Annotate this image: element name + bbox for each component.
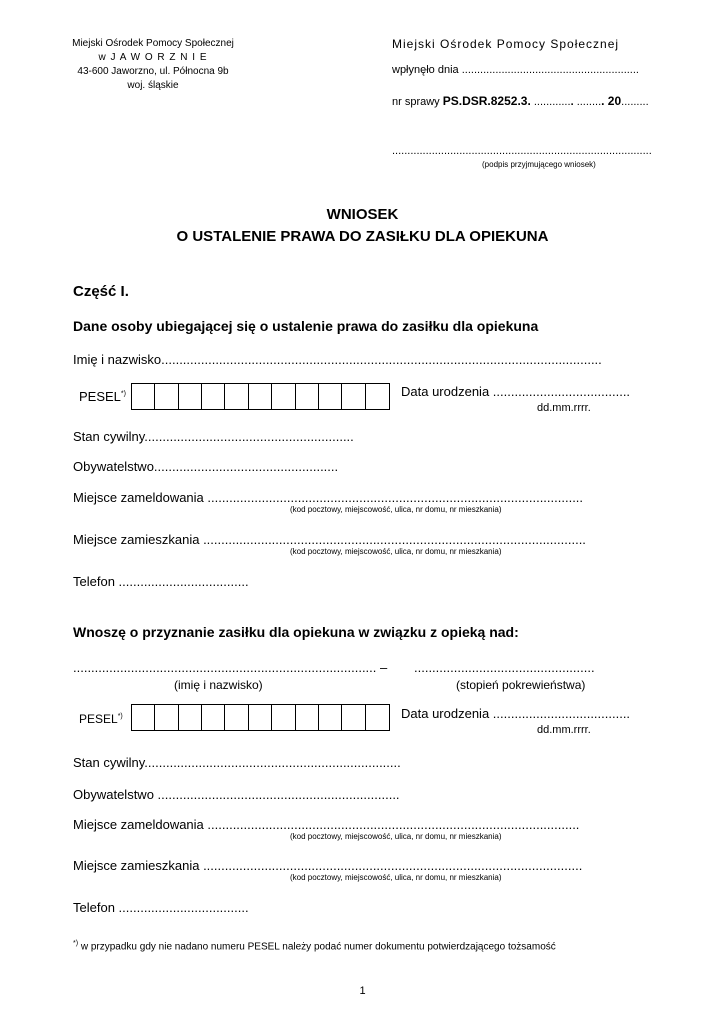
case-dots-1: ............ [533,96,571,108]
pesel-digit[interactable] [179,705,202,730]
dependent-civil-status-field[interactable] [73,755,401,770]
case-number-field[interactable] [392,94,649,108]
pesel-digit[interactable] [366,384,389,409]
dob-dots: ...................................... [492,384,631,399]
pesel-digit[interactable] [272,384,295,409]
received-dots: .......................................................... [461,64,639,76]
citizenship-label: Obywatelstwo [73,787,154,802]
footnote [73,940,556,952]
dependent-relation-field[interactable]: .................................................. [414,660,595,675]
institution-address: 43-600 Jaworzno, ul. Północna 9b [77,66,229,77]
citizenship-label: Obywatelstwo [73,459,154,474]
pesel-label-text: PESEL [79,389,121,404]
dob-label: Data urodzenia [401,706,490,721]
pesel-digit[interactable] [225,384,248,409]
section1-heading: Dane osoby ubiegającej się o ustalenie prawa do zasiłku dla opiekuna [73,318,539,334]
residence-dots: .......................................................................................................... [203,532,586,547]
signature-line[interactable]: ..................................................................................... [392,145,652,157]
dependent-pesel-input[interactable] [131,704,390,731]
dependent-name-field[interactable] [73,660,387,675]
institution-city: w J A W O R Z N I E [98,52,208,63]
dash: – [380,660,388,675]
registered-dots: ........................................................................................................ [207,490,584,505]
pesel-label-2 [79,712,123,726]
institution-name: Miejski Ośrodek Pomocy Społecznej [72,38,234,49]
phone-label: Telefon [73,574,115,589]
applicant-name-field[interactable] [73,352,602,367]
case-dot: . [570,96,574,108]
page-number: 1 [359,985,366,997]
office-title: Miejski Ośrodek Pomocy Społecznej [392,37,620,51]
pesel-digit[interactable] [132,705,155,730]
registered-dots: ....................................................................................................... [207,817,580,832]
civil-status-dots: ....................................................................... [144,755,401,770]
address-caption: (kod pocztowy, miejscowość, ulica, nr domu, nr mieszkania) [290,547,502,556]
dependent-phone-field[interactable] [73,900,249,915]
name-dots: .......................................................................................................................... [161,352,602,367]
applicant-civil-status-field[interactable] [73,429,354,444]
dob-label: Data urodzenia [401,384,490,399]
applicant-pesel-input[interactable] [131,383,390,410]
pesel-digit[interactable] [319,384,342,409]
applicant-citizenship-field[interactable] [73,459,338,474]
civil-status-label: Stan cywilny [73,429,145,444]
received-date-field[interactable] [392,64,639,76]
civil-status-dots: .......................................................... [144,429,354,444]
pesel-digit[interactable] [202,384,225,409]
footnote-marker: *) [73,940,79,947]
pesel-digit[interactable] [202,705,225,730]
footnote-text: w przypadku gdy nie nadano numeru PESEL należy podać numer dokumentu potwierdzającego tożsamość [80,941,556,953]
institution-region: woj. śląskie [127,80,179,91]
registered-label: Miejsce zameldowania [73,490,204,505]
signature-caption: (podpis przyjmującego wniosek) [482,160,596,169]
citizenship-dots: ................................................................... [157,787,400,802]
applicant-residence-address-field[interactable] [73,532,586,547]
document-title: WNIOSEK [326,206,399,223]
residence-label: Miejsce zamieszkania [73,532,200,547]
pesel-footnote-marker: *) [117,713,123,720]
residence-label: Miejsce zamieszkania [73,858,200,873]
pesel-digit[interactable] [366,705,389,730]
phone-dots: .................................... [118,900,249,915]
pesel-footnote-marker: *) [120,390,126,398]
pesel-digit[interactable] [272,705,295,730]
applicant-registered-address-field[interactable] [73,490,583,505]
dependent-citizenship-field[interactable] [73,787,400,802]
citizenship-dots: ................................................... [153,459,339,474]
pesel-digit[interactable] [296,705,319,730]
dob-dots: ...................................... [492,706,631,721]
name-caption: (imię i nazwisko) [174,678,263,692]
section2-heading: Wnoszę o przyznanie zasiłku dla opiekuna w związku z opieką nad: [73,624,519,640]
pesel-digit[interactable] [179,384,202,409]
pesel-digit[interactable] [155,384,178,409]
applicant-phone-field[interactable] [73,574,249,589]
case-dots-3: ......... [621,96,649,108]
pesel-digit[interactable] [225,705,248,730]
pesel-digit[interactable] [296,384,319,409]
applicant-dob-field[interactable] [401,384,630,399]
pesel-label-1 [79,389,126,404]
dependent-dob-field[interactable] [401,706,630,721]
case-dots-2: ........ [576,96,602,108]
pesel-digit[interactable] [155,705,178,730]
pesel-digit[interactable] [319,705,342,730]
institution-block [58,37,248,93]
pesel-digit[interactable] [342,705,365,730]
received-label: wpłynęło dnia [392,64,459,76]
dependent-residence-address-field[interactable] [73,858,582,873]
part-heading: Część I. [73,283,129,300]
document-subtitle: O USTALENIE PRAWA DO ZASIŁKU DLA OPIEKUNA [176,228,549,245]
pesel-digit[interactable] [249,705,272,730]
dependent-registered-address-field[interactable] [73,817,579,832]
relation-caption: (stopień pokrewieństwa) [456,678,586,692]
phone-label: Telefon [73,900,115,915]
address-caption: (kod pocztowy, miejscowość, ulica, nr domu, nr mieszkania) [290,505,502,514]
civil-status-label: Stan cywilny [73,755,145,770]
case-label: nr sprawy [392,96,440,108]
dob-format-hint: dd.mm.rrrr. [537,724,591,736]
case-year: . 20 [601,94,622,108]
pesel-label-text: PESEL [79,712,118,726]
registered-label: Miejsce zameldowania [73,817,204,832]
pesel-digit[interactable] [132,384,155,409]
case-prefix: PS.DSR.8252.3. [442,94,531,108]
name-label: Imię i nazwisko [73,352,162,367]
address-caption: (kod pocztowy, miejscowość, ulica, nr domu, nr mieszkania) [290,832,502,841]
residence-dots: ......................................................................................................... [203,858,583,873]
phone-dots: .................................... [118,574,249,589]
pesel-digit[interactable] [342,384,365,409]
dependent-name-dots: .................................................................................... [73,660,377,675]
address-caption: (kod pocztowy, miejscowość, ulica, nr domu, nr mieszkania) [290,873,502,882]
pesel-digit[interactable] [249,384,272,409]
dob-format-hint: dd.mm.rrrr. [537,402,591,414]
